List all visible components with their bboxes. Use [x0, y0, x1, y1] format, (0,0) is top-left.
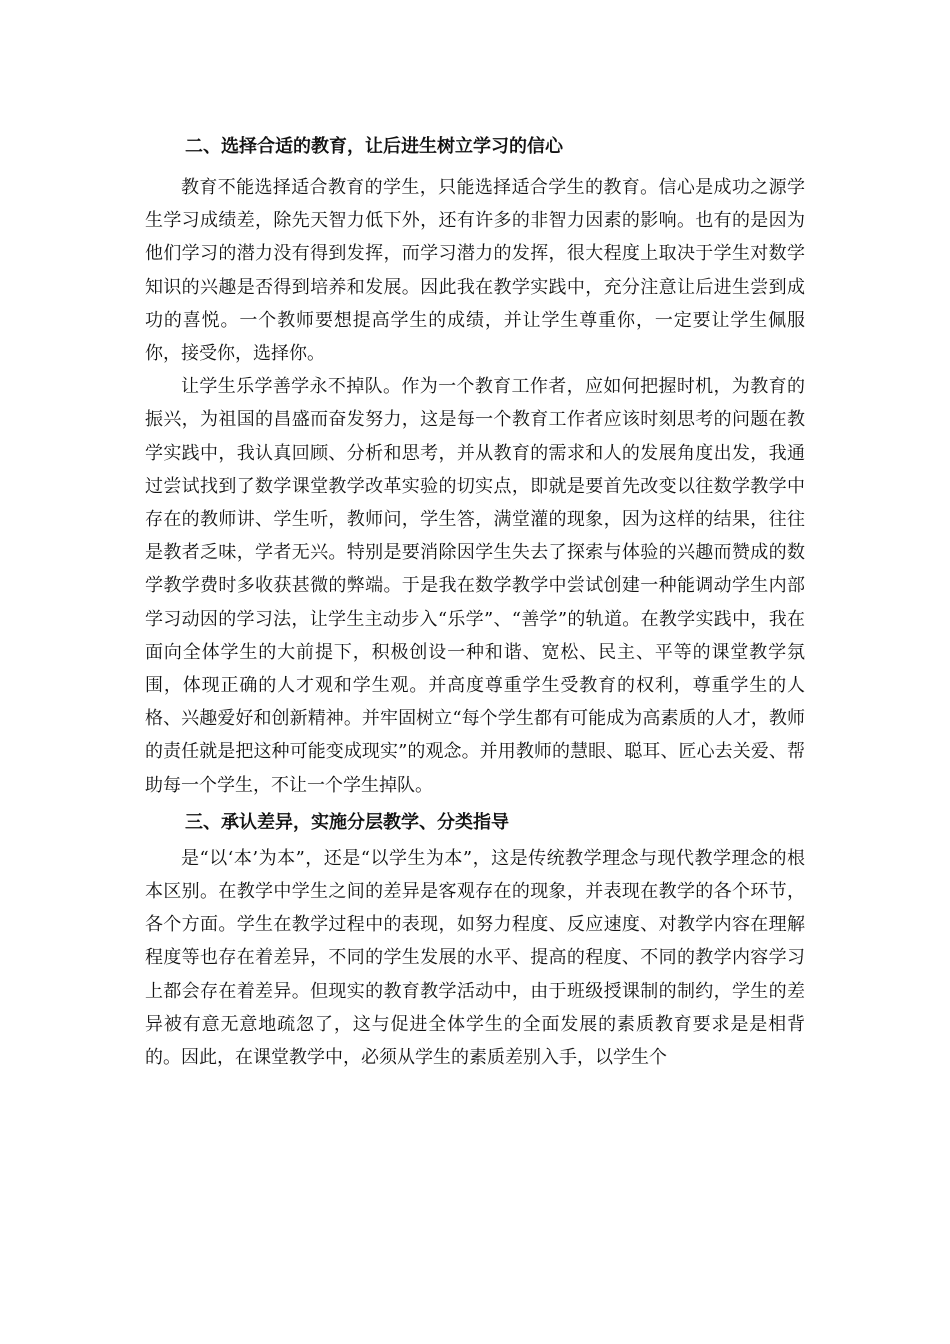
- section-heading-3: 三、承认差异，实施分层教学、分类指导: [185, 811, 509, 833]
- paragraph-confidence: 教育不能选择适合教育的学生，只能选择适合学生的教育。信心是成功之源学生学习成绩差，除先天智力低下外，还有许多的非智力因素的影响。也有的是因为他们学习的潜力没有得到发挥，而学习潜力的发挥，很大程度上取决于学生对数学知识的兴趣是否得到培养和发展。因此我在教学实践中，充分注意让后进生尝到成功的喜悦。一个教师要想提高学生的成绩，并让学生尊重你，一定要让学生佩服你，接受你，选择你。: [145, 177, 805, 365]
- document-body: [145, 128, 805, 1074]
- paragraph-differences: 是“以‘本’为本”，还是“以学生为本”，这是传统教学理念与现代教学理念的根本区别。在教学中学生之间的差异是客观存在的现象，并表现在教学的各个环节，各个方面。学生在教学过程中的表现，如努力程度、反应速度、对教学内容在理解程度等也存在着差异，不同的学生发展的水平、提高的程度、不同的教学内容学习上都会存在着差异。但现实的教育教学活动中，由于班级授课制的制约，学生的差异被有意无意地疏忽了，这与促进全体学生的全面发展的素质教育要求是是相背的。因此，在课堂教学中，必须从学生的素质差别入手，以学生个: [145, 847, 805, 1069]
- paragraph-happy-learning: 让学生乐学善学永不掉队。作为一个教育工作者，应如何把握时机，为教育的振兴，为祖国的昌盛而奋发努力，这是每一个教育工作者应该时刻思考的问题在教学实践中，我认真回顾、分析和思考，并从教育的需求和人的发展角度出发，我通过尝试找到了数学课堂教学改革实验的切实点，即就是要首先改变以往数学教学中存在的教师讲、学生听，教师问，学生答，满堂灌的现象，因为这样的结果，往往是教者乏味，学者无兴。特别是要消除因学生失去了探索与体验的兴趣而赞成的数学教学费时多收获甚微的弊端。于是我在数学教学中尝试创建一种能调动学生内部学习动因的学习法，让学生主动步入“乐学”、“善学”的轨道。在教学实践中，我在面向全体学生的大前提下，积极创设一种和谐、宽松、民主、平等的课堂教学氛围，体现正确的人才观和学生观。并高度尊重学生受教育的权利，尊重学生的人格、兴趣爱好和创新精神。并牢固树立“每个学生都有可能成为高素质的人才，教师的责任就是把这种可能变成现实”的观念。并用教师的慧眼、聪耳、匠心去关爱、帮助每一个学生，不让一个学生掉队。: [145, 376, 805, 796]
- section-heading-2: 二、选择合适的教育，让后进生树立学习的信心: [185, 136, 563, 157]
